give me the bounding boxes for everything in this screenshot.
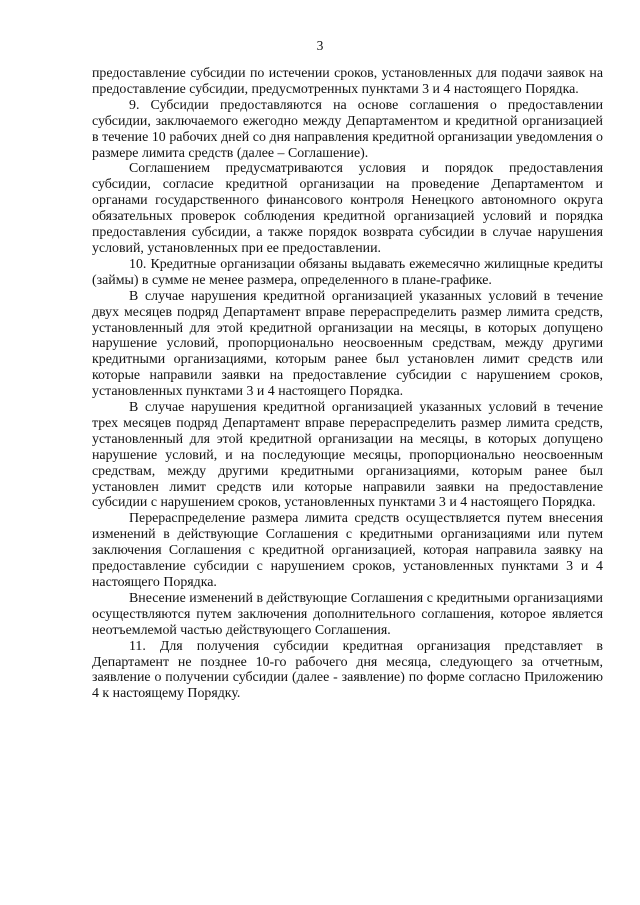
paragraph-two-month-violation: В случае нарушения кредитной организацией указанных условий в течение двух месяцев подряд Департамент вправе перераспределить размер лимита средств, установленный для этой кредитной организации на месяцы, в которых допущено нарушение условий, пропорционально неосвоенным средствам, между другими кредитными организациями, которым ранее был установлен лимит средств или которые направили заявки на предоставление субсидии с нарушением сроков, установленных пунктами 3 и 4 настоящего Порядка. — [92, 288, 603, 400]
document-body — [92, 66, 603, 702]
paragraph-three-month-violation: В случае нарушения кредитной организацией указанных условий в течение трех месяцев подряд Департамент вправе перераспределить размер лимита средств, установленный для этой кредитной организации на месяцы, в которых допущено нарушение условий, и на последующие месяцы, пропорционально неосвоенным средствам, между другими кредитными организациями, которым ранее был установлен лимит средств или которые направили заявки на предоставление субсидии с нарушением сроков, установленных пунктами 3 и 4 настоящего Порядка. — [92, 400, 603, 511]
page-number: 3 — [316, 38, 324, 53]
paragraph-amendments: Внесение изменений в действующие Соглашения с кредитными организациями осуществляются путем заключения дополнительного соглашения, которое является неотъемлемой частью действующего Соглашения. — [92, 590, 603, 638]
paragraph-item-9: 9. Субсидии предоставляются на основе соглашения о предоставлении субсидии, заключаемого ежегодно между Департаментом и кредитной организацией в течение 10 рабочих дней со дня направления кредитной организации уведомления о размере лимита средств (далее – Соглашение). — [92, 97, 603, 161]
paragraph-item-11: 11. Для получения субсидии кредитная организация представляет в Департамент не позднее 10-го рабочего дня месяца, следующего за отчетным, заявление о получении субсидии (далее - заявление) по форме согласно Приложению 4 к настоящему Порядку. — [92, 638, 603, 702]
paragraph-agreement-terms: Соглашением предусматриваются условия и порядок предоставления субсидии, согласие кредитной организации на проведение Департаментом и органами государственного финансового контроля Ненецкого автономного округа обязательных проверок соблюдения кредитной организацией условий и порядка предоставления субсидии, а также порядок возврата субсидии в случае нарушения условий, установленных при ее предоставлении. — [92, 161, 603, 256]
paragraph-item-10: 10. Кредитные организации обязаны выдавать ежемесячно жилищные кредиты (займы) в сумме не менее размера, определенного в плане-графике. — [92, 256, 603, 288]
paragraph-redistribution: Перераспределение размера лимита средств осуществляется путем внесения изменений в действующие Соглашения с кредитными организациями или путем заключения Соглашения с кредитной организацией, которая направила заявку на предоставление субсидии с нарушением сроков, установленных пунктами 3 и 4 настоящего Порядка. — [92, 511, 603, 590]
paragraph-continuation: предоставление субсидии по истечении сроков, установленных для подачи заявок на предоставление субсидии, предусмотренных пунктами 3 и 4 настоящего Порядка. — [92, 66, 603, 97]
